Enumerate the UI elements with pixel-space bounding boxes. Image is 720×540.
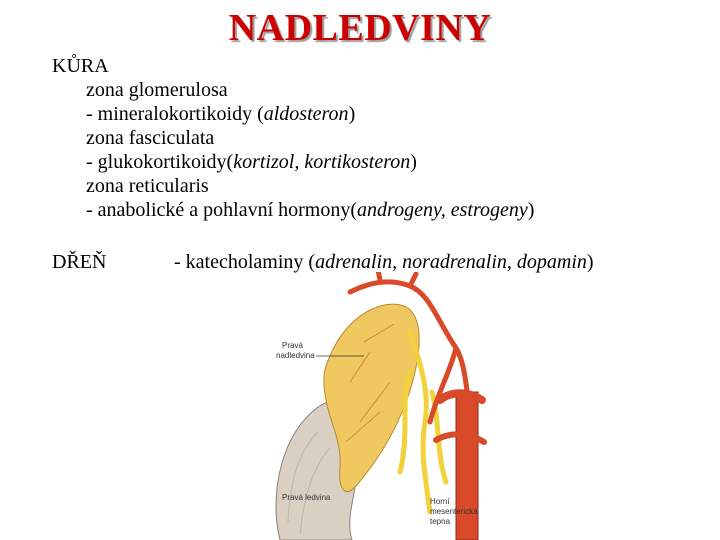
zona-reticularis-desc: - anabolické a pohlavní hormony(androgeny, estrogeny) — [86, 199, 535, 221]
medulla-desc: - katecholaminy (adrenalin, noradrenalin, dopamin) — [174, 251, 594, 273]
adrenal-anatomy-illustration — [260, 272, 500, 540]
zona-fasciculata-desc: - glukokortikoidy(kortizol, kortikosteron) — [86, 151, 417, 173]
zona-glomerulosa-name: zona glomerulosa — [86, 79, 228, 101]
label-artery-1: Horní — [430, 497, 450, 506]
label-adrenal-2: nadledvina — [276, 351, 315, 360]
aorta-shape — [456, 392, 478, 540]
label-adrenal-1: Pravá — [282, 341, 303, 350]
medulla-heading: DŘEŇ — [52, 251, 107, 273]
label-artery-2: mesenterická — [430, 507, 478, 516]
zona-reticularis-name: zona reticularis — [86, 175, 209, 197]
zona-fasciculata-name: zona fasciculata — [86, 127, 215, 149]
page-title: NADLEDVINY — [228, 7, 492, 49]
label-kidney: Pravá ledvina — [282, 493, 331, 502]
label-artery-3: tepna — [430, 517, 451, 526]
zona-glomerulosa-desc: - mineralokortikoidy (aldosteron) — [86, 103, 356, 125]
cortex-heading: KŮRA — [52, 55, 109, 77]
